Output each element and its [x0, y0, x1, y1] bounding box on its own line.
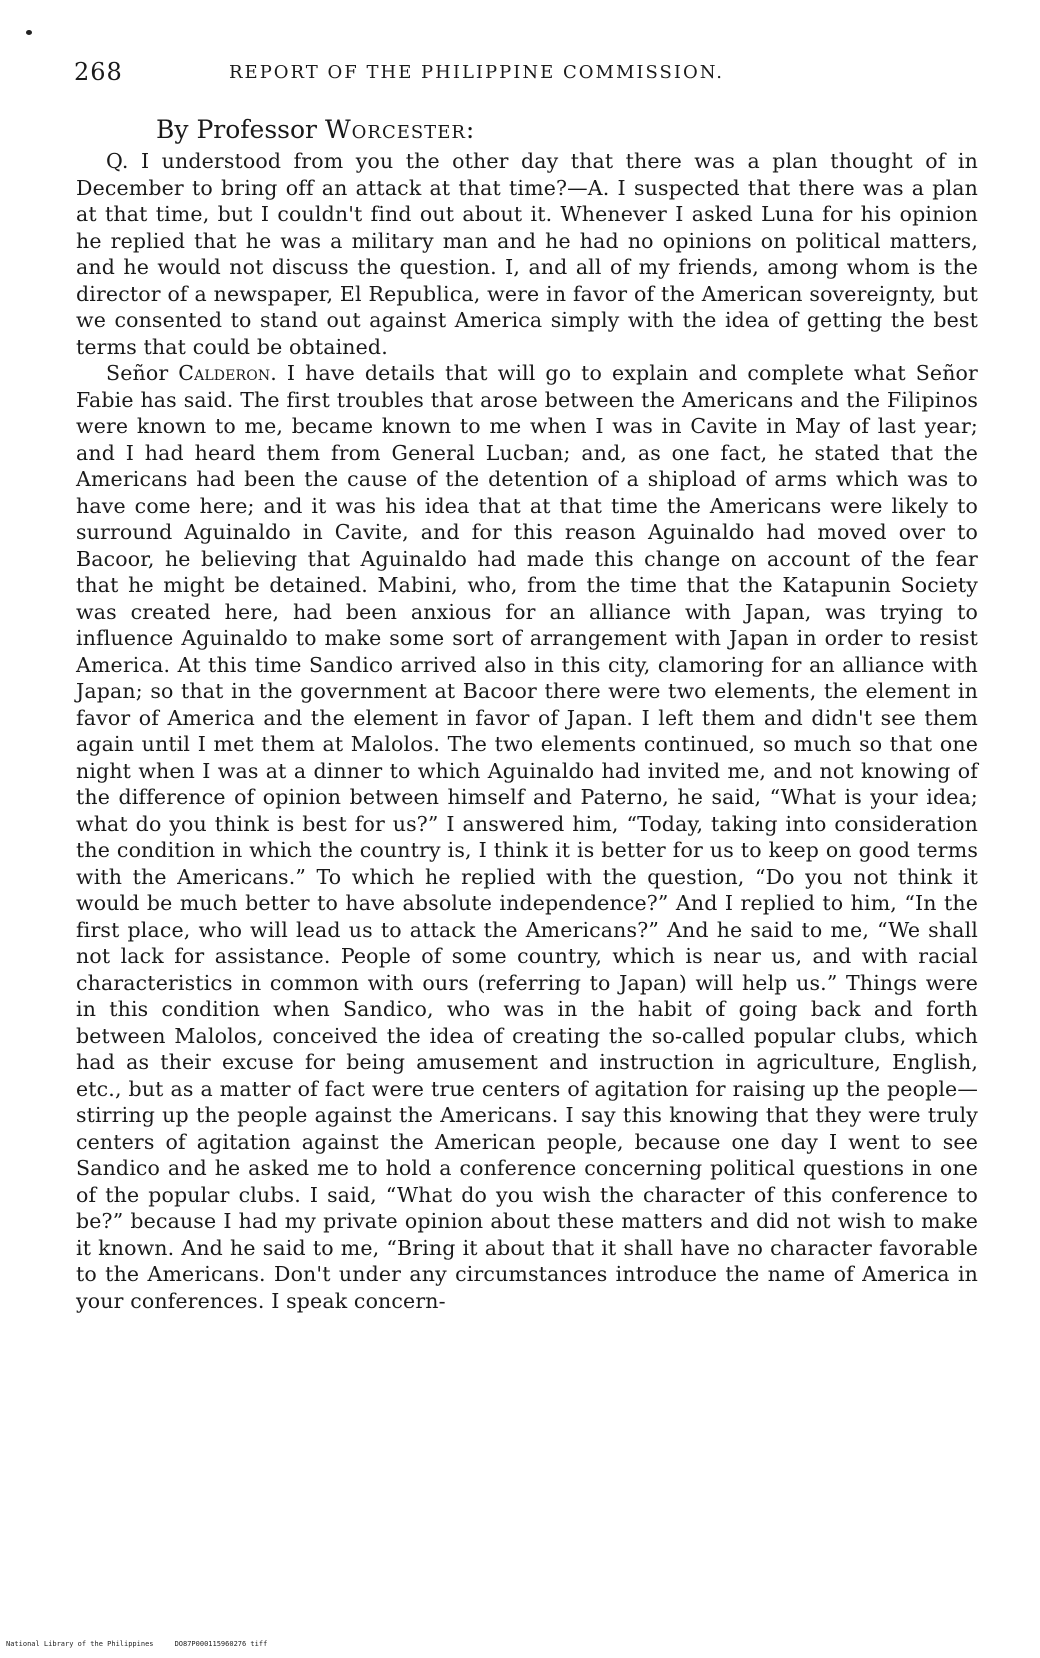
question-answer-paragraph: Q. I understood from you the other day that there was a plan thought of in December to bring off an attack at that time?—A. I suspected that there was a plan at that time, but I couldn't find out about it. Whenever I asked Luna for his opinion he replied that he was a military man and he had no opinions on political matters, and he would not discuss the question. I, and all of my friends, among whom is the director of a newspaper, El Republica, were in favor of the American sovereignty, but we consented to stand out against America simply with the idea of getting the best terms that could be obtained.	[76, 149, 978, 359]
body-text	[76, 116, 978, 1314]
section-heading	[76, 116, 978, 144]
heading-colon: :	[465, 115, 475, 144]
calderon-prefix: Señor	[106, 361, 169, 385]
running-head: REPORT OF THE PHILIPPINE COMMISSION.	[229, 62, 725, 83]
calderon-name: Calderon	[178, 361, 271, 385]
calderon-text: . I have details that will go to explain and complete what Señor Fabie has said. The first troubles that arose between the Americans and the Filipinos were known to me, became known to me when I was in Cavite in May of last year; and I had heard them from General Lucban; and, as one fact, he stated that the Americans had been the cause of the detention of a shipload of arms which was to have come here; and it was his idea that at that time the Americans were likely to surround Aguinaldo in Cavite, and for this reason Aguinaldo had moved over to Bacoor, he believing that Aguinaldo had made this change on account of the fear that he might be detained. Mabini, who, from the time that the Katapunin Society was created here, had been anxious for an alliance with Japan, was trying to influence Aguinaldo to make some sort of arrangement with Japan in order to resist America. At this time Sandico arrived also in this city, clamoring for an alliance with Japan; so that in the government at Bacoor there were two elements, the element in favor of America and the element in favor of Japan. I left them and didn't see them again until I met them at Malolos. The two elements continued, so much so that one night when I was at a dinner to which Aguinaldo had invited me, and not knowing of the difference of opinion between himself and Paterno, he said, “What is your idea; what do you think is best for us?” I answered him, “Today, taking into consideration the condition in which the country is, I think it is better for us to keep on good terms with the Americans.” To which he replied with the question, “Do you not think it would be much better to have absolute independence?” And I replied to him, “In the first place, who will lead us to attack the Americans?” And he said to me, “We shall not lack for assistance. People of some country, which is near us, and with racial characteristics in common with ours (referring to Japan) will help us.” Things were in this condition when Sandico, who was in the habit of going back and forth between Malolos, conceived the idea of creating the so-called popular clubs, which had as their excuse for being amusement and instruction in agriculture, English, etc., but as a matter of fact were true centers of agitation for raising up the people—stirring up the people against the Americans. I say this knowing that they were truly centers of agitation against the American people, because one day I went to see Sandico and he asked me to hold a conference concerning political questions in one of the popular clubs. I said, “What do you wish the character of this conference to be?” because I had my private opinion about these matters and did not wish to make it known. And he said to me, “Bring it about that it shall have no character favorable to the Americans. Don't under any circumstances introduce the name of America in your conferences. I speak concern-	[76, 361, 978, 1313]
page-number: 268	[74, 58, 123, 86]
archive-footer: National Library of the Philippines DO87P000115960276 tiff	[6, 1640, 268, 1648]
page-header	[74, 58, 974, 98]
heading-speaker-name: Worcester	[324, 115, 466, 144]
scan-speck	[26, 30, 32, 35]
calderon-paragraph	[76, 360, 978, 1314]
heading-prefix: By Professor	[156, 115, 317, 144]
